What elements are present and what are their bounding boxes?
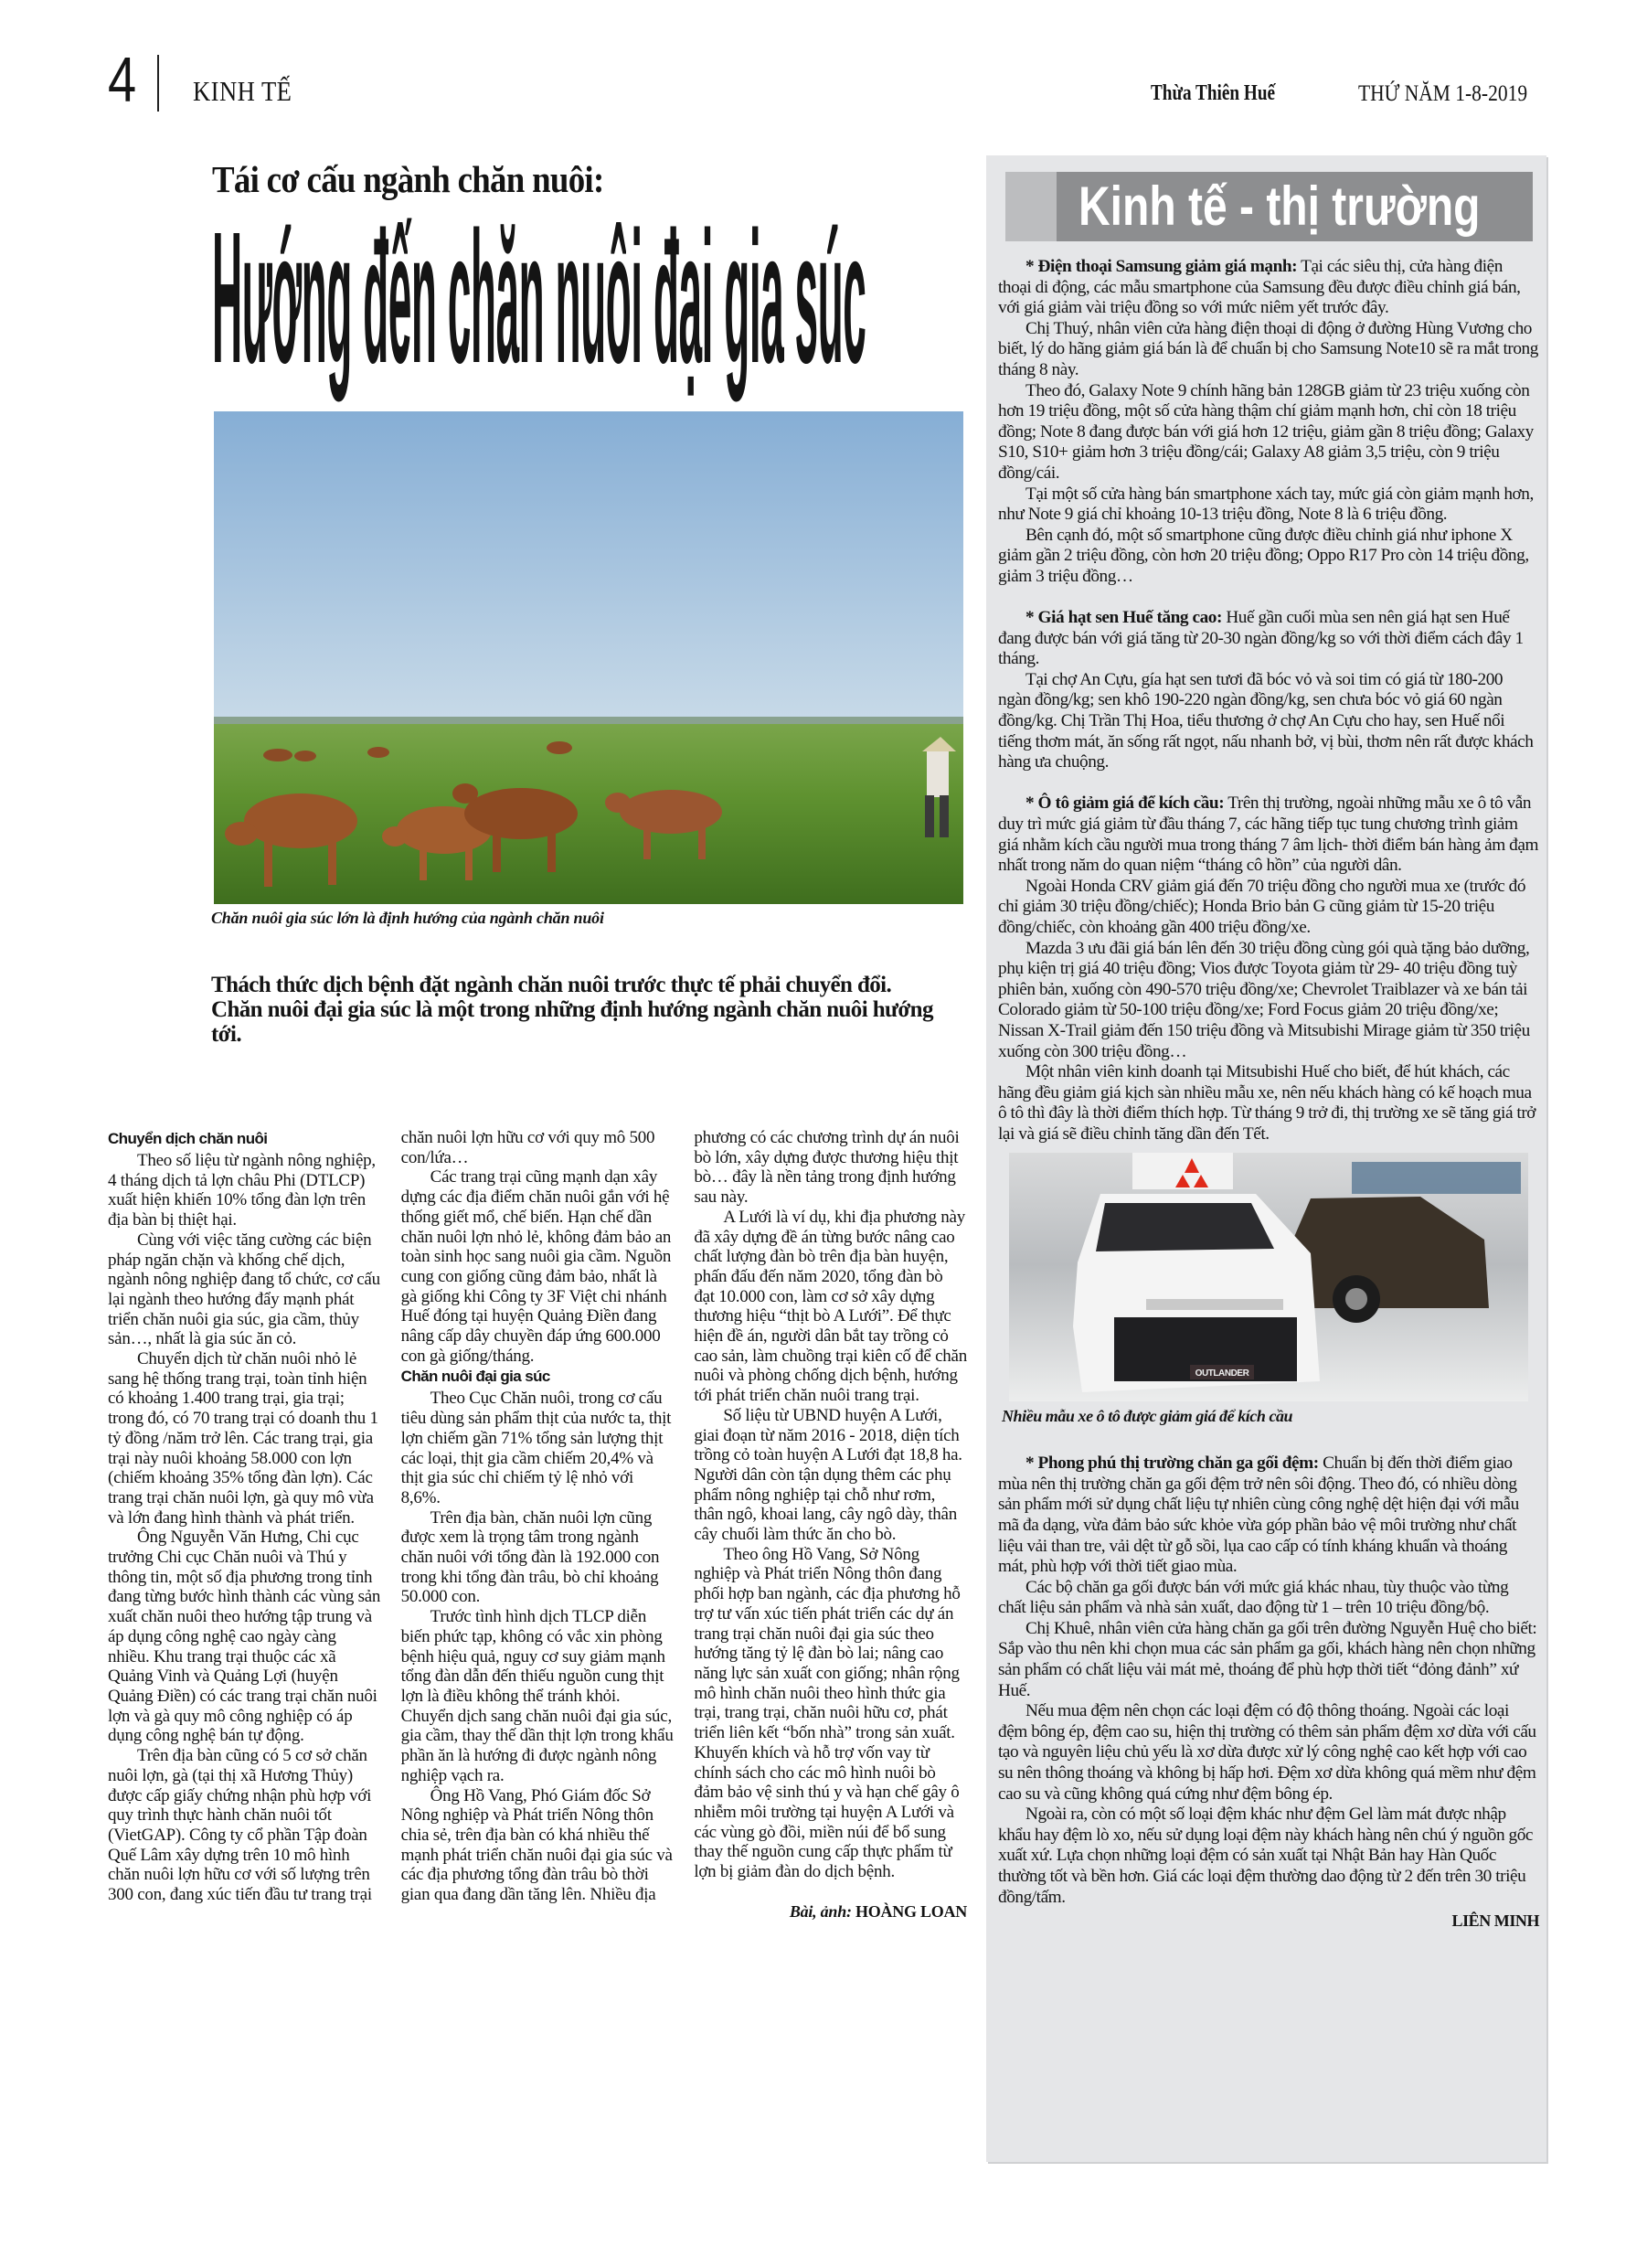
subheading: Chăn nuôi đại gia súc bbox=[400, 1368, 550, 1386]
news-item-bedding bbox=[998, 1453, 1539, 1908]
news-item-cars bbox=[998, 793, 1539, 1145]
car-photo-caption: Nhiều mẫu xe ô tô được giảm giá để kích cầu bbox=[1002, 1406, 1293, 1425]
paragraph: Trên địa bàn cũng có 5 cơ sở chăn nuôi lợn, gà (tại thị xã Hương Thủy) được cấp giấy chứng nhận phù hợp với quy trình thực hành chăn nuôi tốt (VietGAP). Công ty cổ phần Tập đoàn Quế Lâm xây dựng trên 10 mô hình chăn nuôi lợn hữu cơ với số lượng trên 300 con, đang xúc tiến đầu tư trang trại chăn nuôi lợn hữu cơ với quy mô 500 con/lứa… bbox=[108, 1128, 655, 1905]
paragraph: Các bộ chăn ga gối được bán với mức giá khác nhau, tùy thuộc vào từng chất liệu sản phẩm và nhà sản xuất, dao động từ 1 – trên 10 triệu đồng/bộ. bbox=[998, 1577, 1509, 1618]
item-text: Tại các siêu thị, cửa hàng điện thoại di động, các mẫu smartphone của Samsung đều được điều chỉnh giá bán, với giá giảm vài triệu đồng so với mức niêm yết trước đây. bbox=[998, 257, 1521, 318]
paragraph bbox=[998, 257, 1539, 319]
white-suv bbox=[1073, 1194, 1320, 1392]
byline-label: Bài, ảnh: bbox=[789, 1901, 852, 1921]
paragraph: Ông Nguyễn Văn Hưng, Chi cục trưởng Chi cục Chăn nuôi và Thú y thông tin, một số địa phương trong tỉnh đang từng bước hình thành các vùng sản xuất chăn nuôi theo hướng tập trung và áp dụng công nghệ cao ngày càng nhiều. Khu trang trại thuộc các xã Quảng Vinh và Quảng Lợi (huyện Quảng Điền) có các trang trại chăn nuôi lợn và gà quy mô công nghiệp có áp dụng công nghệ bán tự động. bbox=[108, 1528, 381, 1746]
paragraph: Chuyển dịch từ chăn nuôi nhỏ lẻ sang hệ thống trang trại, toàn tỉnh hiện có khoảng 1.400 trang trại, gia trại; trong đó, có 70 trang trại có doanh thu 1 tỷ đồng /năm trở lên. Các trang trại, gia trại này nuôi khoảng 58.000 con lợn (chiếm khoảng 35% tổng đàn lợn). Các trang trại chăn nuôi lợn, gà quy mô vừa và lớn đang hình thành và phát triển. bbox=[108, 1349, 378, 1528]
paragraph: Bên cạnh đó, một số smartphone cũng được điều chỉnh giá như iphone X giảm gần 2 triệu đồng, còn hơn 20 triệu đồng; Oppo R17 Pro còn 14 triệu đồng, giảm 3 triệu đồng… bbox=[998, 525, 1529, 586]
paragraph bbox=[998, 1453, 1539, 1578]
sidebar-title: Kinh tế - thị trường bbox=[1079, 176, 1481, 237]
wall-posters bbox=[1352, 1162, 1521, 1194]
item-text: Chuẩn bị đến thời điểm giao mùa nên thị trường chăn ga gối đệm trở nên sôi động. Theo đó, có nhiều dòng sản phẩm mới sử dụng chất liệu tự nhiên cùng công nghệ dệt hiện đại với mẫu mã đa dạng, vừa đảm bảo sức khỏe vừa góp phần bảo vệ môi trường như chất liệu vải than tre, vải dệt từ gỗ sồi, lụa cao cấp có tính kháng khuẩn và thoáng mát, phù hợp với thời tiết giao mùa. bbox=[998, 1453, 1519, 1577]
paragraph: Tại chợ An Cựu, gía hạt sen tươi đã bóc vỏ và soi tim có giá từ 180-200 ngàn đồng/kg; sen khô 190-220 ngàn đồng/kg, sen chưa bóc vỏ giá 60 ngàn đồng/kg. Chị Trần Thị Hoa, tiểu thương ở chợ An Cựu cho hay, sen Huế nổi tiếng thơm mát, ăn sống rất ngọt, nấu nhanh bở, vị bùi, thơm nên rất được khách hàng ưa chuộng. bbox=[998, 669, 1534, 772]
paragraph: Trước tình hình dịch TLCP diễn biến phức tạp, không có vắc xin phòng bệnh hiệu quả, nguy cơ suy giảm mạnh tổng đàn dẫn đến thiếu nguồn cung thịt lợn là điều không thể tránh khỏi. Chuyển dịch sang chăn nuôi đại gia súc, gia cầm, thay thế dần thịt lợn trong khẩu phần ăn là hướng đi được ngành nông nghiệp vạch ra. bbox=[400, 1607, 674, 1785]
item-lead: * Phong phú thị trường chăn ga gối đệm: bbox=[1025, 1453, 1319, 1474]
paragraph: Trên địa bàn, chăn nuôi lợn cũng được xem là trọng tâm trong ngành chăn nuôi với tổng đàn là 192.000 con trong khi tổng đàn trâu, bò chỉ khoảng 50.000 con. bbox=[400, 1507, 660, 1607]
item-lead: * Điện thoại Samsung giảm giá mạnh: bbox=[1025, 257, 1298, 276]
paragraph: Chị Khuê, nhân viên cửa hàng chăn ga gối trên đường Nguyễn Huệ cho biết: Sắp vào thu nên khi chọn mua các sản phẩm ga gối, khách hàng nên chọn những sản phẩm có chất liệu vải mát mẻ, thoáng để phù hợp thời tiết “đỏng đảnh” xứ Huế. bbox=[998, 1618, 1537, 1700]
paragraph: Số liệu từ UBND huyện A Lưới, giai đoạn từ năm 2016 - 2018, diện tích trồng cỏ toàn huyện A Lưới đạt 18,8 ha. Người dân còn tận dụng thêm các phụ phẩm nông nghiệp tại chỗ như rơm, thân ngô, khoai lang, cây ngô dày, thân cây chuối làm thức ăn cho bò. bbox=[694, 1405, 962, 1545]
paragraph: Theo Cục Chăn nuôi, trong cơ cấu tiêu dùng sản phẩm thịt của nước ta, thịt lợn chiếm gần 71% tổng sản lượng thịt các loại, thịt gia cầm chiếm 20,4% và thịt gia súc chỉ chiếm tỷ lệ nhỏ với 8,6%. bbox=[400, 1389, 672, 1507]
sky bbox=[214, 411, 963, 724]
paragraph: Ông Hồ Vang, Phó Giám đốc Sở Nông nghiệp và Phát triển Nông thôn chia sẻ, trên địa bàn có khá nhiều thế mạnh phát triển chăn nuôi đại gia súc và các địa phương tổng đàn trâu bò thời gian qua đang dần tăng lên. Nhiều địa phương có các chương trình dự án nuôi bò lớn, xây dựng được thương hiệu thịt bò… đây là nền tảng trong định hướng sau này. bbox=[400, 1128, 960, 1905]
news-item-lotus-seed bbox=[998, 608, 1539, 773]
cattle-field-photo bbox=[214, 411, 963, 904]
news-item-samsung bbox=[998, 257, 1539, 588]
sidebar-title-strip bbox=[1005, 172, 1057, 241]
page-number: 4 bbox=[108, 44, 137, 115]
paragraph: Nếu mua đệm nên chọn các loại đệm có độ thông thoáng. Ngoài các loại đệm bông ép, đệm cao su, hiện thị trường có thêm sản phẩm đệm xơ dừa với cấu tạo và nguyên liệu chủ yếu là xơ dừa được xử lý công nghệ cao kết hợp với cao su nên thông thoáng và không bị hấp hơi. Đệm xơ dừa không quá mềm như đệm cao su và cũng không quá cứng như đệm bông ép. bbox=[998, 1701, 1536, 1804]
sidebar-byline: LIÊN MINH bbox=[1451, 1911, 1539, 1931]
paragraph: Ngoài Honda CRV giảm giá đến 70 triệu đồng cho người mua xe (trước đó chỉ giảm 30 triệu đồng/chiếc); Honda Brio bản G cũng giảm từ 15-20 triệu đồng/chiếc, còn khoảng gần 400 triệu đồng/xe. bbox=[998, 876, 1526, 937]
article-byline bbox=[694, 1902, 967, 1922]
paragraph: Một nhân viên kinh doanh tại Mitsubishi Huế cho biết, để hút khách, các hãng đều giảm giá kịch sàn nhiều mẫu xe, nên nếu khách hàng có kế hoạch mua ô tô thì đây là thời điểm thích hợp. Từ tháng 9 trở đi, thị trường xe sẽ tăng giá trở lại và giá sẽ điều chỉnh tăng dần đến Tết. bbox=[998, 1062, 1536, 1144]
section-name: KINH TẾ bbox=[193, 75, 292, 107]
car-badge: OUTLANDER bbox=[1195, 1368, 1249, 1379]
paragraph: Theo số liệu từ ngành nông nghiệp, 4 tháng dịch tả lợn châu Phi (DTLCP) xuất hiện khiến 10% tổng đàn lợn trên địa bàn bị thiệt hại. bbox=[108, 1151, 376, 1230]
item-lead: * Giá hạt sen Huế tăng cao: bbox=[1025, 608, 1222, 628]
paragraph bbox=[998, 608, 1539, 670]
paragraph: Cùng với việc tăng cường các biện pháp ngăn chặn và khống chế dịch, ngành nông nghiệp đang tổ chức, cơ cấu lại ngành theo hướng đẩy mạnh phát triển chăn nuôi gia súc, gia cầm, thủy sản…, nhất là gia súc ăn cỏ. bbox=[108, 1230, 380, 1349]
article-kicker: Tái cơ cấu ngành chăn nuôi: bbox=[212, 158, 604, 200]
article-headline: Hướng đến chăn nuôi đại gia súc bbox=[212, 193, 866, 402]
paragraph: Mazda 3 ưu đãi giá bán lên đến 30 triệu đồng cùng gói quà tặng bảo dưỡng, phụ kiện trị giá 40 triệu đồng; Vios được Toyota giảm từ 29- 40 triệu đồng tuỳ phiên bản, xuống còn 490-570 triệu đồng/xe; Chevrolet Traiblazer và xe bán tải Colorado giảm từ 50-100 triệu đồng/xe; Ford Focus giảm 20 triệu đồng/xe; Nissan X-Trail giảm đến 150 triệu đồng và Mitsubishi Mirage giảm từ 350 triệu xuống còn 300 triệu đồng… bbox=[998, 938, 1530, 1061]
item-lead: * Ô tô giảm giá để kích cầu: bbox=[1025, 793, 1225, 814]
paragraph bbox=[998, 793, 1539, 876]
byline-name: HOÀNG LOAN bbox=[855, 1901, 967, 1921]
item-text: Trên thị trường, ngoài những mẫu xe ô tô vẫn duy trì mức giá giảm từ đầu tháng 7, các hãng tiếp tục tung chương trình giảm giá nhằm kích cầu người mua trong tháng 7 âm lịch- thời điểm bán hàng ảm đạm nhất trong năm do quan niệm “tháng cô hồn” của người dân. bbox=[998, 793, 1538, 876]
header-divider bbox=[157, 55, 159, 112]
car-showroom-photo bbox=[1009, 1153, 1528, 1401]
item-text: Huế gần cuối mùa sen nên giá hạt sen Huế đang được bán với giá tăng từ 20-30 ngàn đồng/kg so với thời điểm cách đây 1 tháng. bbox=[998, 608, 1524, 669]
paragraph: Theo đó, Galaxy Note 9 chính hãng bản 128GB giảm từ 23 triệu xuống còn hơn 19 triệu đồng, một số cửa hàng thậm chí giảm mạnh hơn, chỉ còn 18 triệu đồng; Note 8 đang được bán với giá hơn 12 triệu, giảm gần 8 triệu đồng; Galaxy S10, S10+ giảm hơn 3 triệu đồng/cái; Galaxy A8 giảm 3,5 triệu, còn 9 triệu đồng/cái. bbox=[998, 380, 1534, 483]
paragraph: Chị Thuý, nhân viên cửa hàng điện thoại di động ở đường Hùng Vương cho biết, lý do hãng giảm giá bán là để chuẩn bị cho Samsung Note10 sẽ ra mắt trong tháng 8 này. bbox=[998, 318, 1538, 379]
issue-date: THỨ NĂM 1-8-2019 bbox=[1358, 81, 1528, 106]
sidebar-content bbox=[998, 257, 1539, 1932]
photo-caption: Chăn nuôi gia súc lớn là định hướng của ngành chăn nuôi bbox=[211, 909, 604, 927]
paragraph: Tại một số cửa hàng bán smartphone xách tay, mức giá còn giảm mạnh hơn, như Note 9 giá chỉ khoảng 10-13 triệu đồng, Note 8 là 6 triệu đồng. bbox=[998, 484, 1534, 525]
article-body bbox=[108, 1128, 967, 1922]
paragraph: Ngoài ra, còn có một số loại đệm khác như đệm Gel làm mát được nhập khẩu hay đệm lò xo, nếu sử dụng loại đệm này khách hàng nên chú ý nguồn gốc xuất xứ. Lựa chọn những loại đệm có sản xuất tại Nhật Bản hay Hàn Quốc thường tốt và bền hơn. Giá các loại đệm thường dao động từ 2 đến trên 30 triệu đồng/tấm. bbox=[998, 1805, 1533, 1907]
paragraph: Các trang trại cũng mạnh dạn xây dựng các địa điểm chăn nuôi gắn với hệ thống giết mổ, chế biến. Hạn chế dần chăn nuôi lợn nhỏ lẻ, không đảm bảo an toàn sinh học sang nuôi gia cầm. Nguồn cung con giống cũng đảm bảo, nhất là gà giống khi Công ty 3F Việt chi nhánh Huế đóng tại huyện Quảng Điền đang nâng cấp dây chuyền đáp ứng 600.000 con gà giống/tháng. bbox=[400, 1167, 672, 1366]
subheading: Chuyển dịch chăn nuôi bbox=[108, 1130, 268, 1147]
paragraph: A Lưới là ví dụ, khi địa phương này đã xây dựng đề án từng bước nâng cao chất lượng đàn bò trên địa bàn huyện, phấn đấu đến năm 2020, tổng đàn bò đạt 10.000 con, làm cơ sở xây dựng thương hiệu “thịt bò A Lưới”. Để thực hiện đề án, người dân bắt tay trồng cỏ cao sản, làm chuồng trại kiên cố để chăn nuôi và phòng chống dịch bệnh, hướng tới phát triển chăn nuôi trang trại. bbox=[694, 1207, 967, 1406]
newspaper-name: Thừa Thiên Huế bbox=[1151, 81, 1276, 105]
paragraph: Theo ông Hồ Vang, Sở Nông nghiệp và Phát triển Nông thôn đang phối hợp ban ngành, các địa phương hỗ trợ tư vấn xúc tiến phát triển các dự án trang trại chăn nuôi đại gia súc theo hướng tăng tỷ lệ đàn bò lai; nâng cao năng lực sản xuất con giống; nhân rộng mô hình chăn nuôi theo hình thức gia trại, trang trại, chăn nuôi hữu cơ, phát triển liên kết “bốn nhà” trong sản xuất. Khuyến khích và hỗ trợ vốn vay từ chính sách cho các mô hình nuôi bò đảm bảo vệ sinh thú y và hạn chế gây ô nhiễm môi trường tại huyện A Lưới và các vùng gò đồi, miền núi để bổ sung thay thế nguồn cung cấp thực phẩm từ lợn bị giảm đàn do dịch bệnh. bbox=[694, 1544, 961, 1882]
article-lead: Thách thức dịch bệnh đặt ngành chăn nuôi trước thực tế phải chuyển đổi. Chăn nuôi đại gia súc là một trong những định hướng ngành chăn nuôi hướng tới. bbox=[211, 973, 933, 1047]
